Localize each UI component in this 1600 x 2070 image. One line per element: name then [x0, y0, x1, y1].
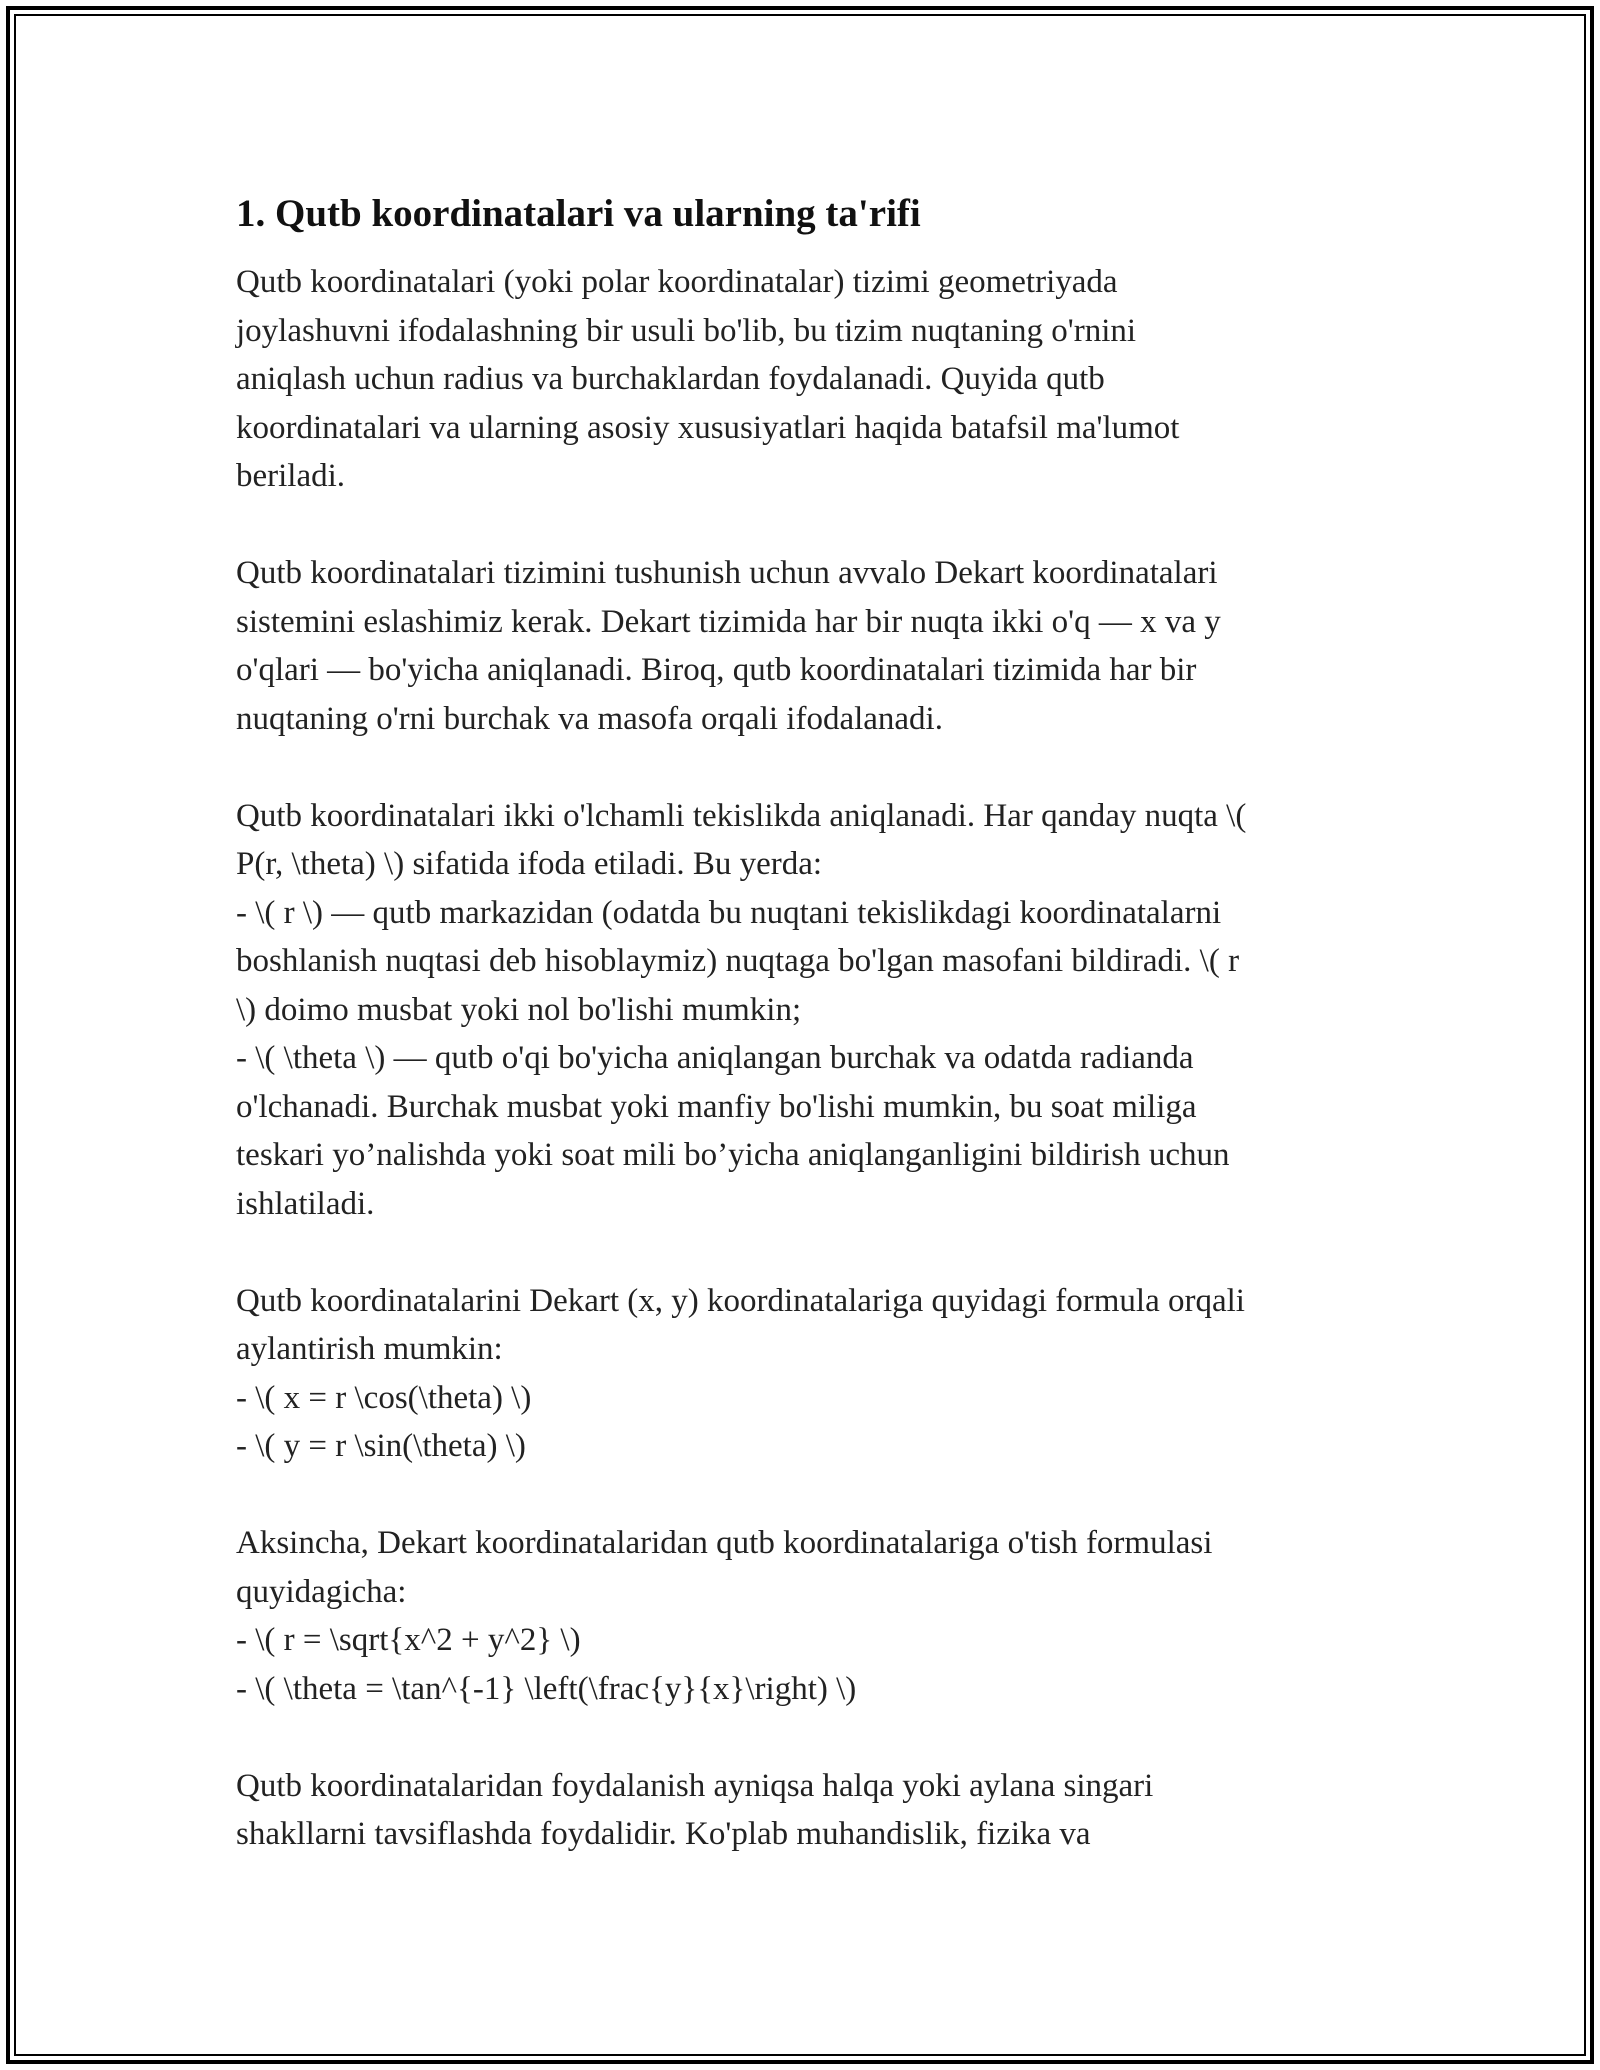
text-line: o'lchanadi. Burchak musbat yoki manfiy bo'lishi mumkin, bu soat miliga — [236, 1088, 1197, 1125]
text-line: aniqlash uchun radius va burchaklardan foydalanadi. Quyida qutb — [236, 361, 1105, 397]
text-line: Qutb koordinatalaridan foydalanish ayniqsa halqa yoki aylana singari — [236, 1767, 1154, 1804]
text-line: - \( \theta \) — qutb o'qi bo'yicha aniqlangan burchak va odatda radianda — [236, 1040, 1194, 1076]
paragraph-polar-to-cartesian — [236, 1277, 1366, 1471]
text-line: quyidagicha: — [236, 1573, 407, 1610]
text-line: Qutb koordinatalari ikki o'lchamli tekislikda aniqlanadi. Har qanday nuqta \( — [236, 797, 1247, 834]
text-line: joylashuvni ifodalashning bir usuli bo'lib, bu tizim nuqtaning o'rnini — [236, 312, 1137, 349]
paragraph-cartesian-to-polar — [236, 1519, 1366, 1713]
formula-line: - \( x = r \cos(\theta) \) — [236, 1379, 532, 1416]
text-line: - \( r \) — qutb markazidan (odatda bu nuqtani tekislikdagi koordinatalarni — [236, 894, 1222, 931]
text-line: teskari yo’nalishda yoki soat mili bo’yicha aniqlanganligini bildirish uchun — [236, 1137, 1230, 1173]
text-line: aylantirish mumkin: — [236, 1331, 503, 1367]
formula-line: - \( \theta = \tan^{-1} \left(\frac{y}{x}\right) \) — [236, 1670, 857, 1707]
text-line: o'qlari — bo'yicha aniqlanadi. Biroq, qutb koordinatalari tizimida har bir — [236, 652, 1197, 688]
formula-line: - \( r = \sqrt{x^2 + y^2} \) — [236, 1622, 581, 1658]
document-body — [236, 188, 1366, 1907]
text-line: Qutb koordinatalari (yoki polar koordinatalar) tizimi geometriyada — [236, 264, 1118, 300]
text-line: koordinatalari va ularning asosiy xususiyatlari haqida batafsil ma'lumot — [236, 409, 1180, 446]
text-line: ishlatiladi. — [236, 1185, 375, 1222]
section-heading: 1. Qutb koordinatalari va ularning ta'rifi — [236, 192, 921, 235]
formula-line: - \( y = r \sin(\theta) \) — [236, 1428, 526, 1464]
paragraph-applications — [236, 1762, 1366, 1859]
text-line: boshlanish nuqtasi deb hisoblaymiz) nuqtaga bo'lgan masofani bildiradi. \( r — [236, 943, 1240, 979]
text-line: beriladi. — [236, 458, 346, 494]
paragraph-cartesian-recall — [236, 549, 1366, 743]
paragraph-intro — [236, 258, 1366, 501]
text-line: sistemini eslashimiz kerak. Dekart tizimida har bir nuqta ikki o'q — x va y — [236, 603, 1221, 640]
text-line: \) doimo musbat yoki nol bo'lishi mumkin; — [236, 991, 802, 1028]
text-line: nuqtaning o'rni burchak va masofa orqali ifodalanadi. — [236, 700, 943, 737]
text-line: Aksincha, Dekart koordinatalaridan qutb koordinatalariga o'tish formulasi — [236, 1525, 1213, 1561]
text-line: Qutb koordinatalari tizimini tushunish uchun avvalo Dekart koordinatalari — [236, 555, 1218, 591]
text-line: P(r, \theta) \) sifatida ifoda etiladi. Bu yerda: — [236, 846, 823, 882]
text-line: shakllarni tavsiflashda foydalidir. Ko'plab muhandislik, fizika va — [236, 1816, 1091, 1852]
text-line: Qutb koordinatalarini Dekart (x, y) koordinatalariga quyidagi formula orqali — [236, 1282, 1245, 1319]
paragraph-definition — [236, 792, 1366, 1229]
